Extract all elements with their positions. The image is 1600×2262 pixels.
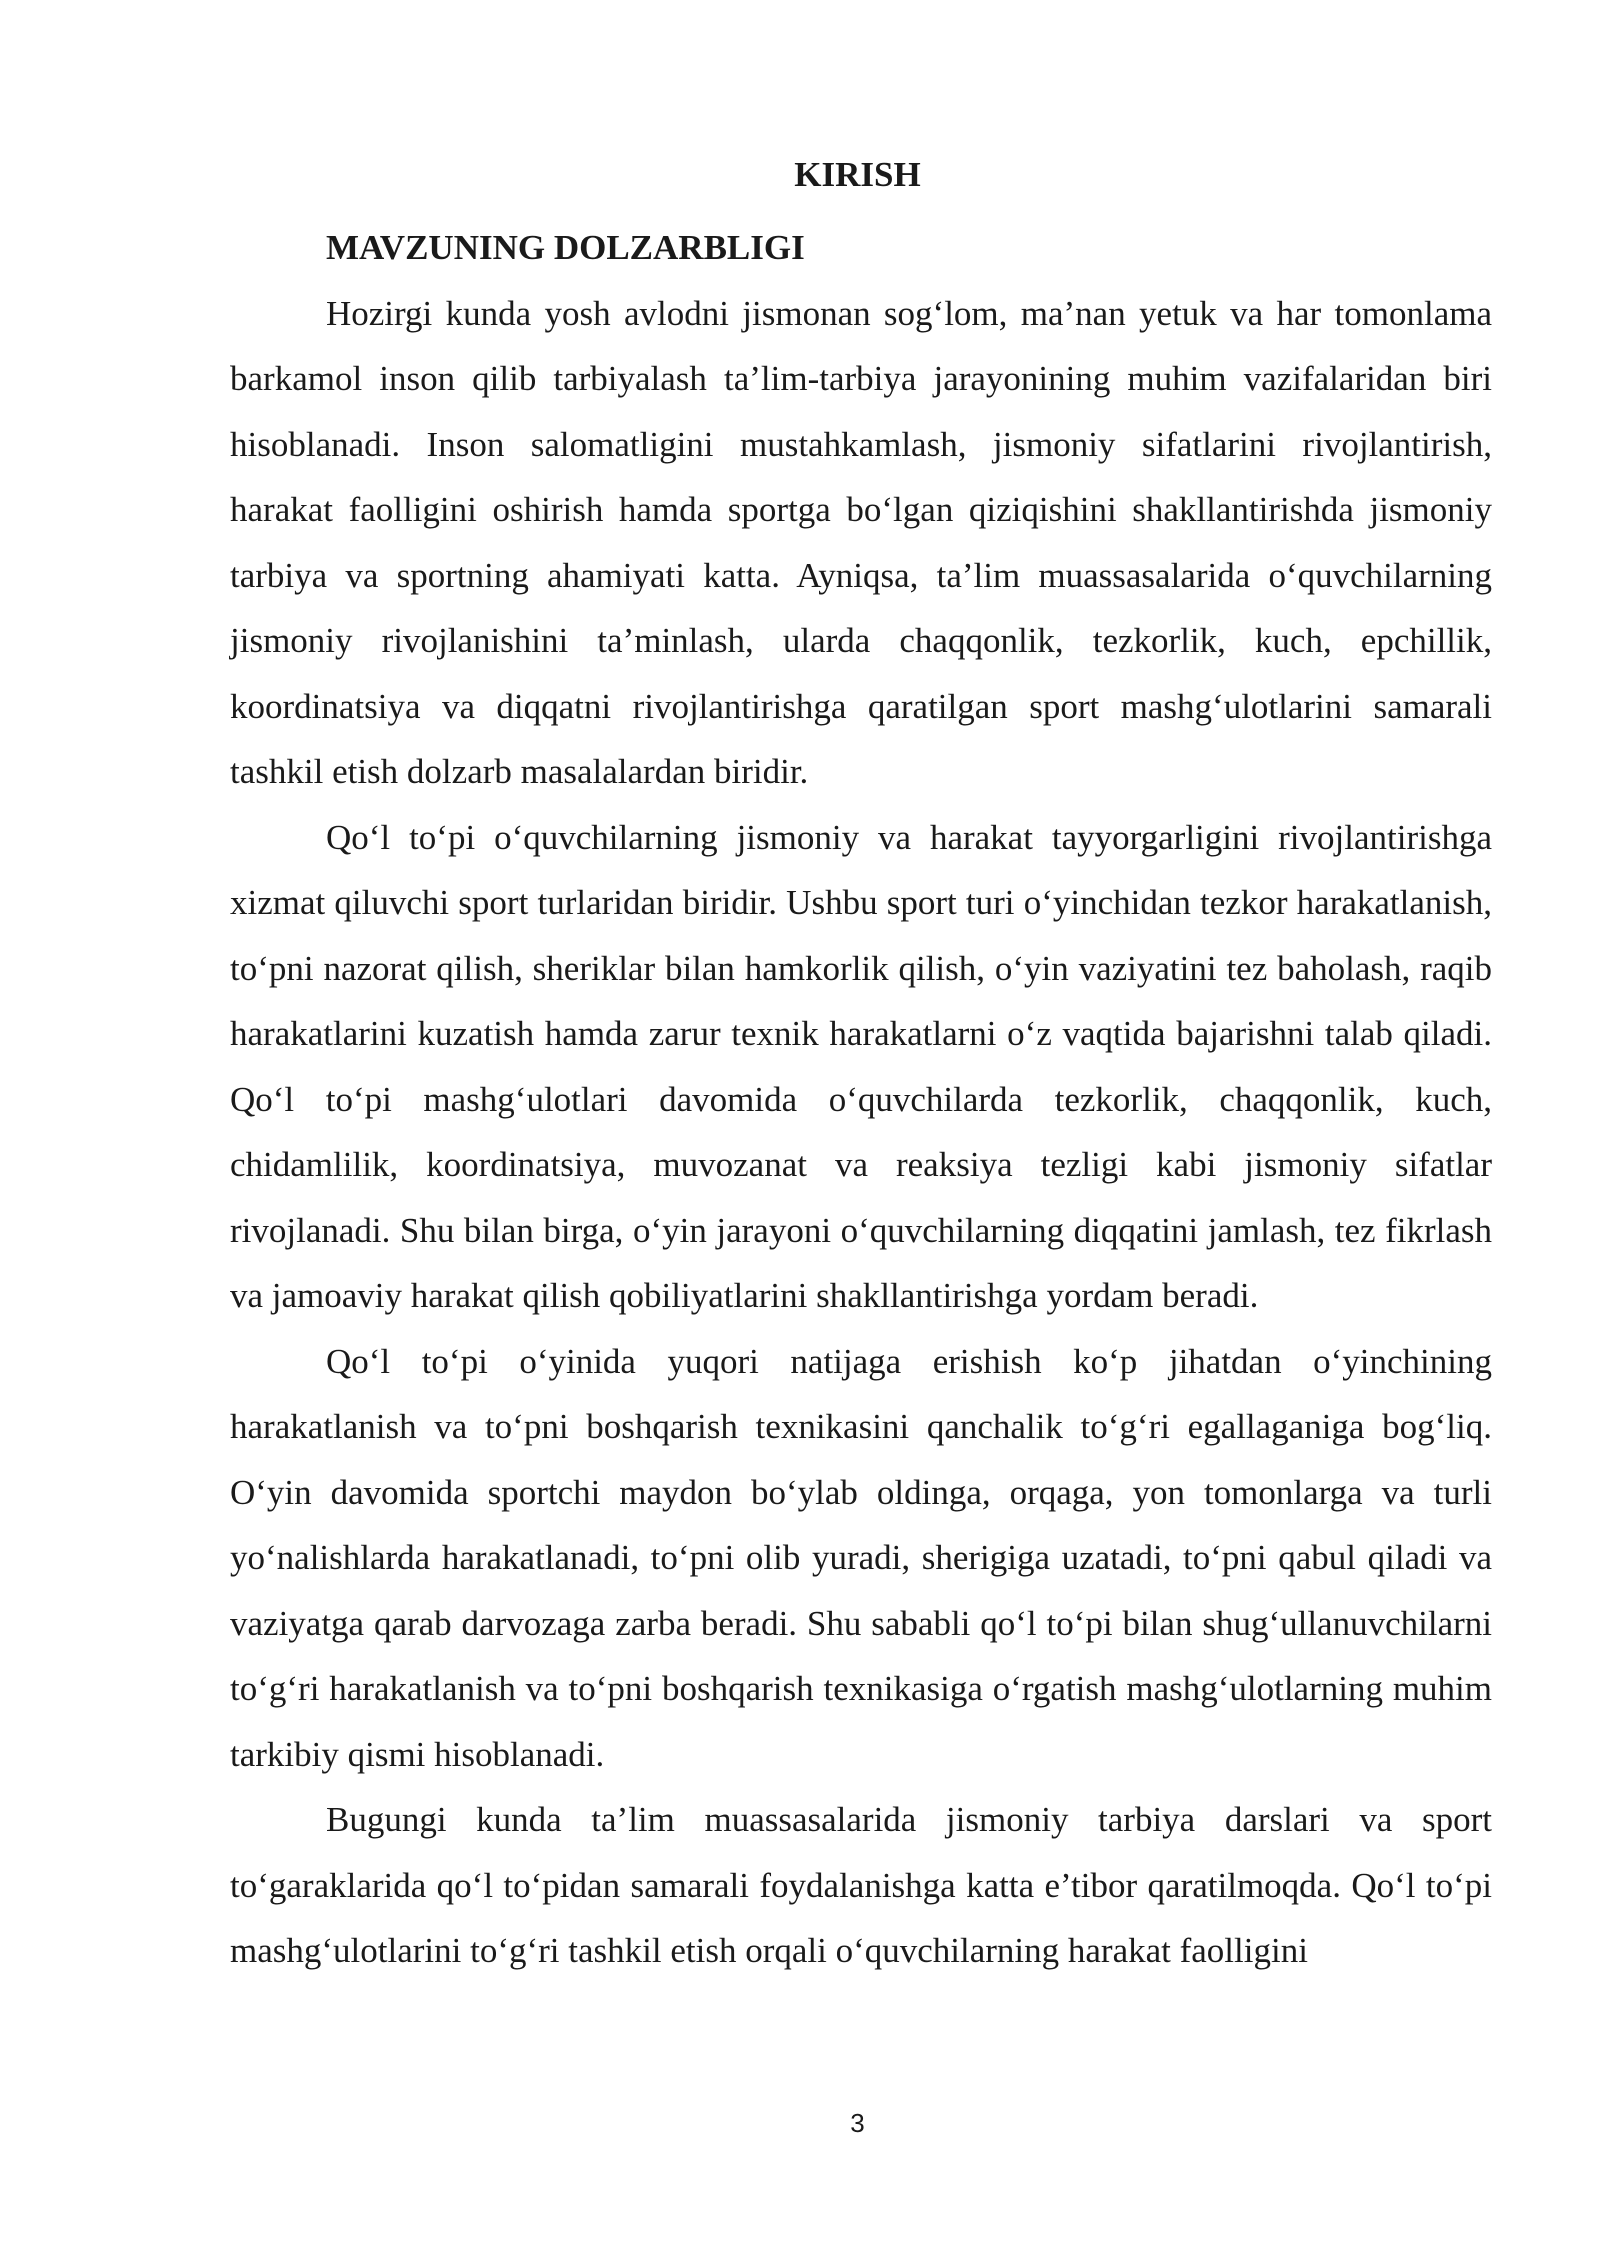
section-heading: MAVZUNING DOLZARBLIGI	[326, 228, 805, 267]
page-content	[230, 215, 1492, 1984]
paragraph-1: Hozirgi kunda yosh avlodni jismonan sog‘lom, ma’nan yetuk va har tomonlama barkamol inson qilib tarbiyalash ta’lim-tarbiya jarayonining muhim vazifalaridan biri hisoblanadi. Inson salomatligini mustahkamlash, jismoniy sifatlarini rivojlantirish, harakat faolligini oshirish hamda sportga bo‘lgan qiziqishini shakllantirishda jismoniy tarbiya va sportning ahamiyati katta. Ayniqsa, ta’lim muassasalarida o‘quvchilarning jismoniy rivojlanishini ta’minlash, ularda chaqqonlik, tezkorlik, kuch, epchillik, koordinatsiya va diqqatni rivojlantirishga qaratilgan sport mashg‘ulotlarini samarali tashkil etish dolzarb masalalardan biridir.	[230, 293, 1492, 791]
page-title: KIRISH	[794, 155, 921, 194]
paragraph-4: Bugungi kunda ta’lim muassasalarida jismoniy tarbiya darslari va sport to‘garaklarida qo‘l to‘pidan samarali foydalanishga katta e’tibor qaratilmoqda. Qo‘l to‘pi mashg‘ulotlarini to‘g‘ri tashkil etish orqali o‘quvchilarning harakat faolligini	[230, 1800, 1492, 1970]
page-number: 3	[850, 2108, 865, 2138]
paragraph-3: Qo‘l to‘pi o‘yinida yuqori natijaga erishish ko‘p jihatdan o‘yinchining harakatlanish va to‘pni boshqarish texnikasini qanchalik to‘g‘ri egallaganiga bog‘liq. O‘yin davomida sportchi maydon bo‘ylab oldinga, orqaga, yon tomonlarga va turli yo‘nalishlarda harakatlanadi, to‘pni olib yuradi, sherigiga uzatadi, to‘pni qabul qiladi va vaziyatga qarab darvozaga zarba beradi. Shu sababli qo‘l to‘pi bilan shug‘ullanuvchilarni to‘g‘ri harakatlanish va to‘pni boshqarish texnikasiga o‘rgatish mashg‘ulotlarning muhim tarkibiy qismi hisoblanadi.	[230, 1341, 1492, 1774]
paragraph-2: Qo‘l to‘pi o‘quvchilarning jismoniy va harakat tayyorgarligini rivojlantirishga xizmat qiluvchi sport turlaridan biridir. Ushbu sport turi o‘yinchidan tezkor harakatlanish, to‘pni nazorat qilish, sheriklar bilan hamkorlik qilish, o‘yin vaziyatini tez baholash, raqib harakatlarini kuzatish hamda zarur texnik harakatlarni o‘z vaqtida bajarishni talab qiladi. Qo‘l to‘pi mashg‘ulotlari davomida o‘quvchilarda tezkorlik, chaqqonlik, kuch, chidamlilik, koordinatsiya, muvozanat va reaksiya tezligi kabi jismoniy sifatlar rivojlanadi. Shu bilan birga, o‘yin jarayoni o‘quvchilarning diqqatini jamlash, tez fikrlash va jamoaviy harakat qilish qobiliyatlarini shakllantirishga yordam beradi.	[230, 817, 1492, 1315]
